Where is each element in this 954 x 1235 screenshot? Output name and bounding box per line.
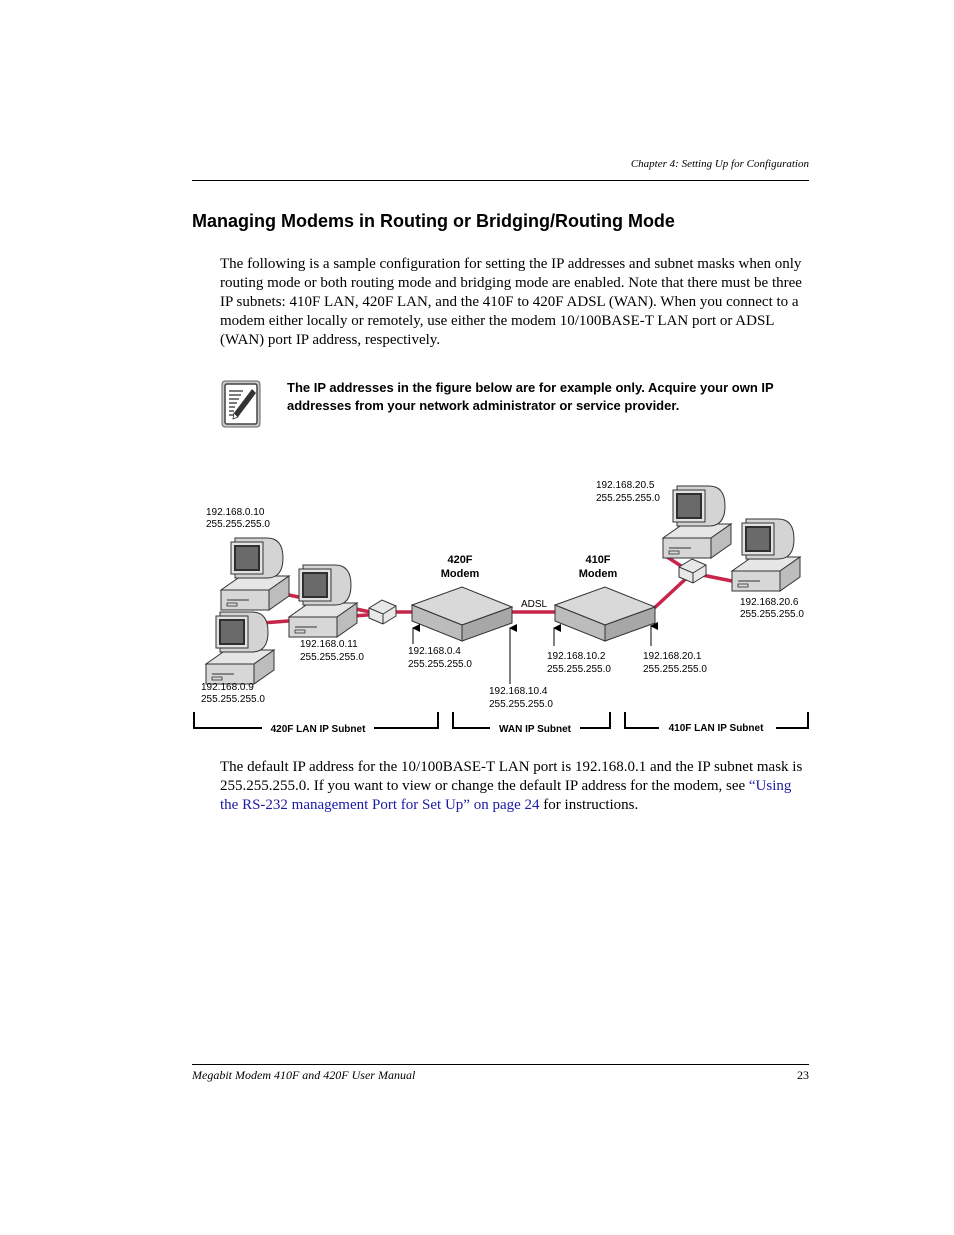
subnet-410f-lan: 410F LAN IP Subnet	[668, 723, 764, 734]
pc-20-5-mask: 255.255.255.0	[596, 493, 660, 504]
modem-420f-label-2: Modem	[440, 568, 480, 580]
modem-420f	[412, 587, 512, 641]
page-number: 23	[797, 1068, 809, 1082]
note-text: The IP addresses in the figure below are for example only. Acquire your own IP addresses from your network administrator or service provider.	[287, 380, 774, 413]
modem-410f-label-2: Modem	[578, 568, 618, 580]
port-10-4-mask: 255.255.255.0	[489, 699, 553, 710]
port-10-2-mask: 255.255.255.0	[547, 664, 611, 675]
pc-0-9-mask: 255.255.255.0	[201, 694, 265, 705]
default-ip-text-end: for instructions.	[539, 797, 639, 813]
footer-manual-title: Megabit Modem 410F and 420F User Manual	[192, 1068, 416, 1082]
pc-20-6-ip: 192.168.20.6	[740, 597, 799, 608]
pc-192-168-20-5	[663, 486, 731, 558]
pc-20-6-mask: 255.255.255.0	[740, 609, 804, 620]
hub-420f-lan	[369, 600, 396, 624]
pc-192-168-20-6	[732, 519, 800, 591]
pc-0-10-mask: 255.255.255.0	[206, 519, 270, 530]
pc-0-10-ip: 192.168.0.10	[206, 507, 265, 518]
pc-192-168-0-9	[206, 612, 274, 684]
modem-410f-label-1: 410F	[585, 554, 611, 566]
pc-0-11-mask: 255.255.255.0	[300, 652, 364, 663]
modem-420f-label-1: 420F	[447, 554, 473, 566]
subnet-wan: WAN IP Subnet	[498, 724, 572, 735]
port-0-4-mask: 255.255.255.0	[408, 659, 472, 670]
chapter-header: Chapter 4: Setting Up for Configuration	[630, 158, 809, 170]
footer-rule	[192, 1064, 809, 1065]
port-10-4-ip: 192.168.10.4	[489, 686, 548, 697]
pc-192-168-0-11	[289, 565, 357, 637]
pc-0-11-ip: 192.168.0.11	[300, 639, 358, 650]
intro-paragraph: The following is a sample configuration for setting the IP addresses and subnet masks when only routing mode or both routing mode and bridging mode are enabled. Note that there must be three IP subnets: 410F LAN, 420F LAN, and the 410F to 420F ADSL (WAN). When you connect to a modem either locally or remotely, use either the modem 10/100BASE-T LAN port or ADSL (WAN) port IP address, respectively.	[220, 256, 802, 348]
pc-192-168-0-10	[221, 538, 289, 610]
pc-0-9-ip: 192.168.0.9	[201, 682, 254, 693]
modem-410f	[555, 587, 655, 641]
subnet-420f-lan: 420F LAN IP Subnet	[270, 724, 366, 735]
port-0-4-ip: 192.168.0.4	[408, 646, 461, 657]
section-title: Managing Modems in Routing or Bridging/Routing Mode	[192, 211, 675, 231]
rs232-setup-link[interactable]: “Using the RS-232 management Port for Set Up” on page 24	[220, 778, 792, 813]
port-10-2-ip: 192.168.10.2	[547, 651, 606, 662]
port-20-1-mask: 255.255.255.0	[643, 664, 707, 675]
port-20-1-ip: 192.168.20.1	[643, 651, 702, 662]
default-ip-paragraph	[220, 758, 812, 815]
pc-20-5-ip: 192.168.20.5	[596, 480, 655, 491]
default-ip-text: The default IP address for the 10/100BASE-T LAN port is 192.168.0.1 and the IP subnet mask is 255.255.255.0. If you want to view or change the default IP address for the modem, see	[220, 759, 803, 794]
adsl-label: ADSL	[521, 599, 548, 610]
